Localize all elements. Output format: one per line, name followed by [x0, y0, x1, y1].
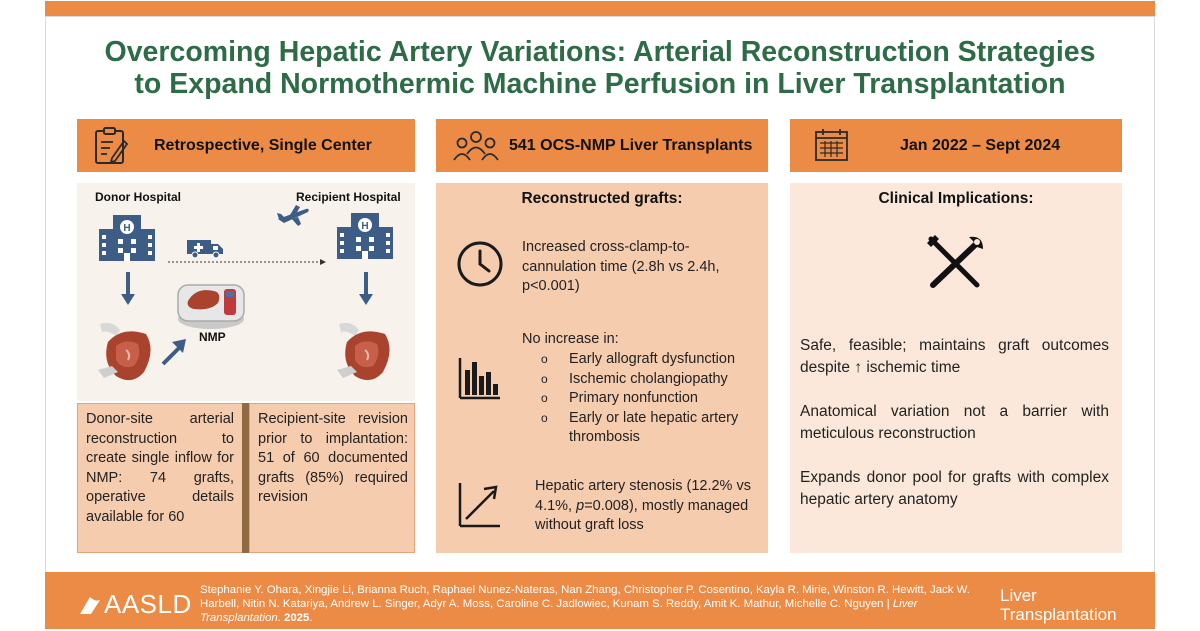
- p-value-symbol: p: [576, 497, 585, 514]
- header-date-range-label: Jan 2022 – Sept 2024: [900, 136, 1061, 154]
- journal-logo-line-2: Transplantation: [1000, 605, 1117, 624]
- liver-transplantation-logo: [1000, 586, 1117, 624]
- title-line-2: to Expand Normothermic Machine Perfusion in Liver Transplantation: [134, 68, 1066, 100]
- list-item: o Ischemic cholangiopathy: [538, 370, 763, 390]
- list-item: o Early or late hepatic artery thrombosis: [538, 409, 763, 448]
- header-study-design-label: Retrospective, Single Center: [154, 136, 372, 154]
- header-transplant-count: [436, 119, 768, 172]
- clipboard-icon: [93, 126, 129, 166]
- recipient-liver-surgery-image: [337, 320, 395, 386]
- clock-icon: [456, 240, 504, 288]
- stenosis-text-part-1: Hepatic artery stenosis (12.2% vs 4.1%,: [535, 478, 751, 514]
- bar-chart-icon: [458, 356, 502, 400]
- author-citation: Stephanie Y. Ohara, Xingjie Li, Brianna Ruch, Raphael Nunez-Nateras, Nan Zhang, Christopher P. Cosentino, Kayla R. Mirie, Winston R. Hewitt, Jack W. Harbell, Nitin N. Katariya, Andrew L. Singer, Adyr A. Moss, Caroline C. Jadlowiec, Kunam S. Reddy, Amit K. Mathur, Michelle C. Nguyen | Liver Transplantation. 2025.: [200, 584, 970, 625]
- citation-separator: |: [883, 598, 893, 611]
- down-arrow-icon: [359, 272, 373, 306]
- recipient-site-text: Recipient-site revision prior to implantation: 51 of 60 documented grafts (85%) required revision: [258, 411, 408, 505]
- cross-clamp-time-text: Increased cross-clamp-to-cannulation time (2.8h vs 2.4h, p<0.001): [522, 239, 720, 294]
- box-divider: [242, 403, 249, 553]
- title-line-1: Overcoming Hepatic Artery Variations: Arterial Reconstruction Strategies: [104, 36, 1096, 68]
- infographic-title: [45, 36, 1155, 100]
- publication-year: 2025: [284, 612, 310, 625]
- recipient-hospital-icon: [337, 213, 393, 259]
- list-item: o Early allograft dysfunction: [538, 350, 763, 370]
- ambulance-icon: [186, 237, 224, 259]
- header-transplant-count-label: 541 OCS-NMP Liver Transplants: [509, 136, 753, 154]
- clinical-implications-heading: Clinical Implications:: [878, 190, 1034, 207]
- author-list: Stephanie Y. Ohara, Xingjie Li, Brianna Ruch, Raphael Nunez-Nateras, Nan Zhang, Christopher P. Cosentino, Kayla R. Mirie, Winston R. Hewitt, Jack W. Harbell, Nitin N. Katariya, Andrew L. Singer, Adyr A. Moss, Caroline C. Jadlowiec, Kunam S. Reddy, Amit K. Mathur, Michelle C. Nguyen: [200, 584, 970, 611]
- aasld-logo-text: AASLD: [104, 589, 192, 619]
- donor-hospital-label: Donor Hospital: [95, 190, 181, 204]
- svg-text:H: H: [361, 221, 369, 232]
- nmp-device-image: [176, 277, 246, 331]
- journal-logo-line-1: Liver: [1000, 586, 1037, 605]
- reconstructed-grafts-heading: Reconstructed grafts:: [521, 190, 683, 207]
- top-accent-bar: [45, 1, 1155, 16]
- diagonal-arrow-icon: [160, 337, 188, 367]
- stenosis-text: [535, 477, 753, 536]
- aasld-logo-mark: [79, 594, 101, 616]
- no-increase-label: No increase in:: [522, 331, 619, 347]
- stenosis-text-part-2: =0.008), mostly managed without graft loss: [535, 497, 749, 533]
- implication-safe-feasible: Safe, feasible; maintains graft outcomes despite ↑ ischemic time: [800, 337, 1109, 376]
- header-date-range: [790, 119, 1122, 172]
- donor-liver-surgery-image: [98, 320, 156, 386]
- aasld-logo: [79, 589, 192, 620]
- donor-hospital-icon: [99, 215, 155, 261]
- nmp-label: NMP: [199, 330, 226, 344]
- down-arrow-icon: [121, 272, 135, 306]
- trend-up-icon: [458, 481, 502, 529]
- header-study-design: [77, 119, 415, 172]
- implication-donor-pool: Expands donor pool for grafts with complex hepatic artery anatomy: [800, 469, 1109, 508]
- journal-name: Liver Transplantation: [200, 598, 918, 625]
- transport-route-arrow: [168, 258, 328, 266]
- list-item: o Primary nonfunction: [538, 389, 763, 409]
- airplane-icon: [276, 205, 310, 227]
- calendar-icon: [814, 127, 850, 163]
- no-increase-list: [538, 350, 763, 448]
- tools-icon: [925, 233, 985, 291]
- recipient-hospital-label: Recipient Hospital: [296, 190, 401, 204]
- svg-text:H: H: [123, 223, 131, 234]
- implication-anatomical-variation: Anatomical variation not a barrier with meticulous reconstruction: [800, 403, 1109, 442]
- people-icon: [453, 130, 499, 162]
- donor-site-text: Donor-site arterial reconstruction to create single inflow for NMP: 74 grafts, operative details available for 60: [86, 411, 234, 525]
